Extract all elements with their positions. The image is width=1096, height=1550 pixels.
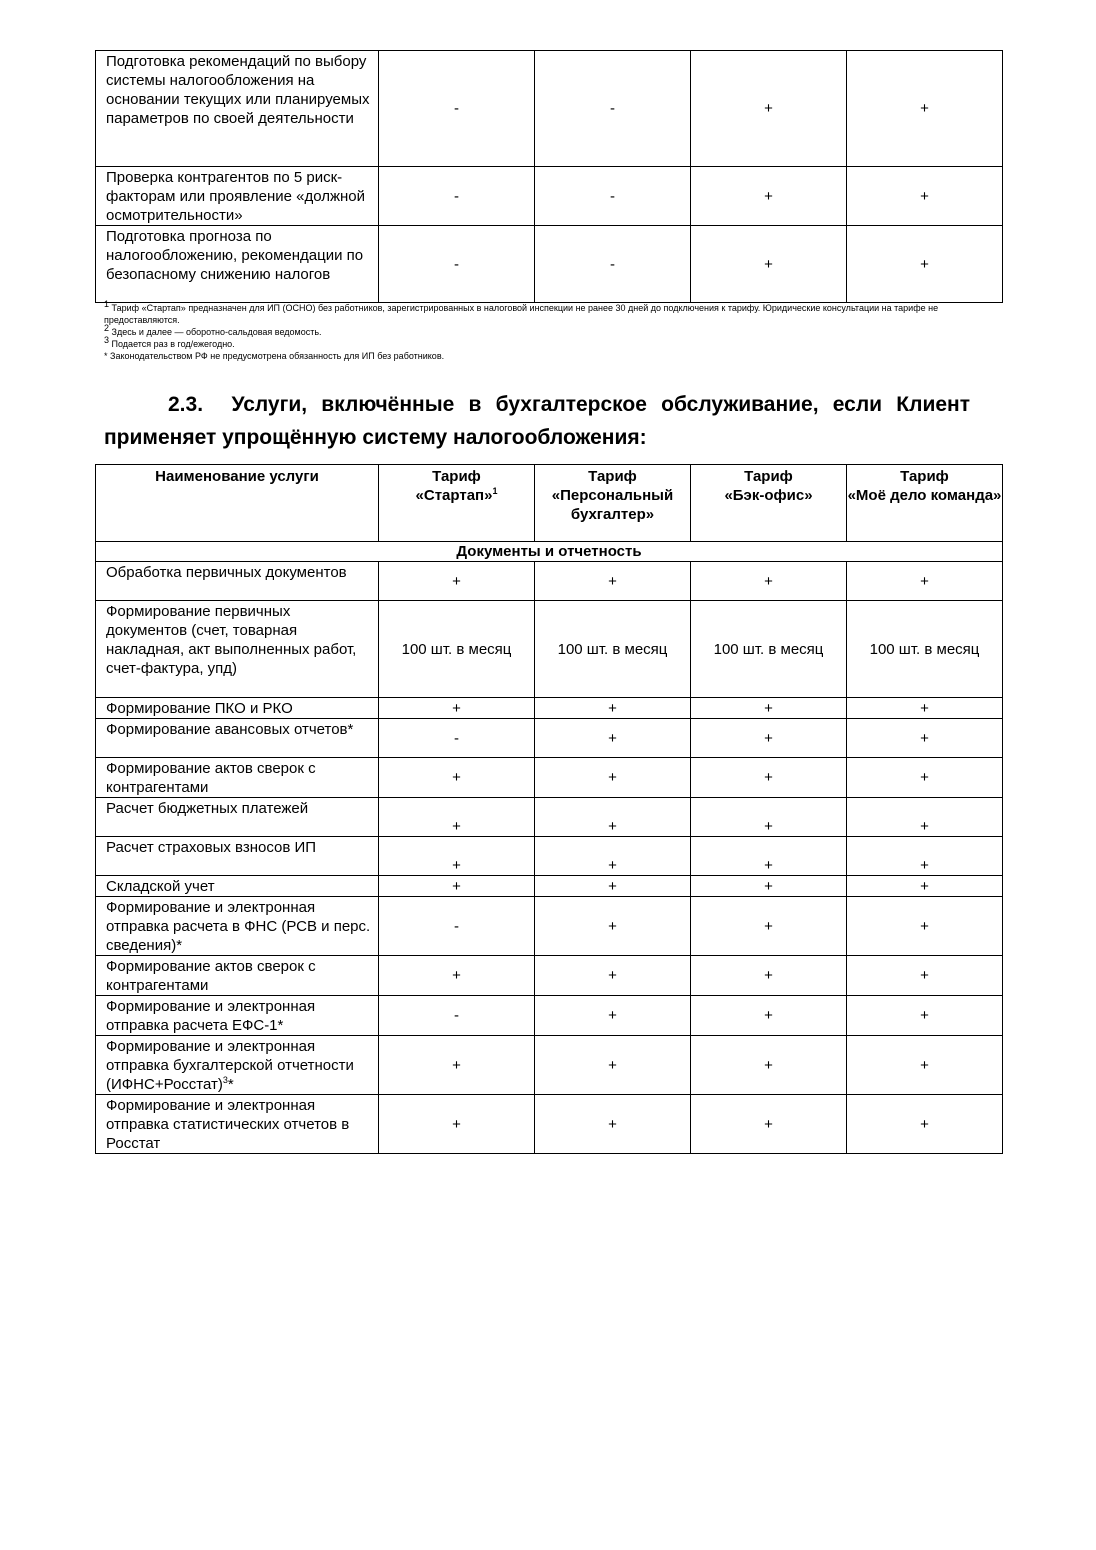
tariff-word: Тариф bbox=[588, 468, 637, 485]
table-row bbox=[96, 601, 1003, 698]
table-row bbox=[96, 876, 1003, 897]
table-row bbox=[96, 837, 1003, 876]
service-name: Формирование первичных документов (счет, товарная накладная, акт выполненных работ, счет-фактура, упд) bbox=[96, 601, 379, 698]
tariff-value: + bbox=[691, 51, 847, 167]
asterisk-mark: * bbox=[227, 1076, 234, 1093]
tariff-title: «Стартап» bbox=[415, 487, 493, 504]
service-name: Формирование и электронная отправка статистических отчетов в Росстат bbox=[96, 1095, 379, 1154]
tariff-value: 100 шт. в месяц bbox=[379, 601, 535, 698]
table-row bbox=[96, 698, 1003, 719]
service-name: Подготовка рекомендаций по выбору системы налогообложения на основании текущих или планируемых параметров по своей деятельности bbox=[96, 51, 379, 167]
footnote-mark: 2 bbox=[104, 323, 110, 333]
tariff-value: - bbox=[535, 51, 691, 167]
tariff-value: + bbox=[847, 562, 1003, 601]
tariff-value: + bbox=[847, 758, 1003, 798]
tariff-value: + bbox=[691, 562, 847, 601]
tariff-value: - bbox=[379, 719, 535, 758]
service-name bbox=[96, 1036, 379, 1095]
tariff-value: + bbox=[847, 837, 1003, 876]
tariff-value: + bbox=[379, 876, 535, 897]
footnote-text: Подается раз в год/ежегодно. bbox=[111, 339, 235, 349]
footnote-text: Тариф «Стартап» предназначен для ИП (ОСНО) без работников, зарегистрированных в налоговой инспекции не ранее 30 дней до подключения к тарифу. Юридические консультации на тарифе не предоставляются. bbox=[104, 303, 939, 325]
tariff-value: + bbox=[535, 562, 691, 601]
tariff-value: + bbox=[535, 876, 691, 897]
service-name: Обработка первичных документов bbox=[96, 562, 379, 601]
tariff-value: - bbox=[379, 996, 535, 1036]
table-row bbox=[96, 996, 1003, 1036]
tariff-value: + bbox=[691, 956, 847, 996]
tariff-value: + bbox=[379, 1095, 535, 1154]
service-name-text: Формирование и электронная отправка бухгалтерской отчетности (ИФНС+Росстат) bbox=[106, 1038, 354, 1093]
tariff-value: + bbox=[847, 798, 1003, 837]
table-row bbox=[96, 1095, 1003, 1154]
tariff-value: + bbox=[379, 758, 535, 798]
service-name: Формирование актов сверок с контрагентами bbox=[96, 956, 379, 996]
service-name: Формирование ПКО и РКО bbox=[96, 698, 379, 719]
service-name: Расчет бюджетных платежей bbox=[96, 798, 379, 837]
table-row bbox=[96, 897, 1003, 956]
tariff-title: «Бэк-офис» bbox=[724, 487, 813, 504]
column-header-personal-accountant bbox=[535, 465, 691, 542]
service-name: Проверка контрагентов по 5 риск-факторам или проявление «должной осмотрительности» bbox=[96, 167, 379, 226]
tariff-word: Тариф bbox=[432, 468, 481, 485]
tariff-value: - bbox=[379, 897, 535, 956]
tariff-value: + bbox=[691, 758, 847, 798]
table-row bbox=[96, 51, 1003, 167]
tariff-title: «Персональный бухгалтер» bbox=[551, 487, 674, 523]
tariff-value: 100 шт. в месяц bbox=[535, 601, 691, 698]
column-header-back-office bbox=[691, 465, 847, 542]
table-row bbox=[96, 1036, 1003, 1095]
tariff-value: + bbox=[535, 897, 691, 956]
tariff-value: + bbox=[847, 876, 1003, 897]
footnote-2 bbox=[104, 323, 984, 338]
services-table-continued bbox=[95, 50, 1003, 303]
tariff-value: + bbox=[535, 758, 691, 798]
service-name: Формирование и электронная отправка расчета в ФНС (РСВ и перс. сведения)* bbox=[96, 897, 379, 956]
tariff-value: + bbox=[691, 226, 847, 303]
service-name: Формирование авансовых отчетов* bbox=[96, 719, 379, 758]
tariff-name bbox=[379, 486, 534, 505]
tariff-value: + bbox=[691, 996, 847, 1036]
tariff-value: + bbox=[847, 226, 1003, 303]
tariff-value: + bbox=[379, 837, 535, 876]
tariff-value: + bbox=[379, 956, 535, 996]
tariff-value: + bbox=[847, 996, 1003, 1036]
section-number: 2.3. bbox=[168, 393, 204, 416]
tariff-value: - bbox=[535, 167, 691, 226]
footnotes bbox=[104, 299, 984, 362]
tariff-title: «Моё дело команда» bbox=[847, 487, 1002, 504]
table-row bbox=[96, 956, 1003, 996]
footnote-mark: 1 bbox=[492, 486, 498, 496]
tariff-value: + bbox=[691, 837, 847, 876]
section-heading bbox=[104, 388, 970, 454]
tariff-value: + bbox=[535, 837, 691, 876]
tariff-value: 100 шт. в месяц bbox=[847, 601, 1003, 698]
tariff-value: + bbox=[691, 798, 847, 837]
tariff-word: Тариф bbox=[900, 468, 949, 485]
table-row bbox=[96, 758, 1003, 798]
column-header-service: Наименование услуги bbox=[96, 465, 379, 542]
tariff-value: - bbox=[379, 167, 535, 226]
tariff-value: + bbox=[847, 51, 1003, 167]
section-title: Услуги, включённые в бухгалтерское обслуживание, если Клиент применяет упрощённую систему налогообложения: bbox=[104, 393, 971, 449]
tariff-word: Тариф bbox=[744, 468, 793, 485]
table-row bbox=[96, 562, 1003, 601]
footnote-4: * Законодательством РФ не предусмотрена обязанность для ИП без работников. bbox=[104, 351, 445, 361]
table-row bbox=[96, 798, 1003, 837]
tariff-value: + bbox=[847, 719, 1003, 758]
tariff-value: + bbox=[535, 698, 691, 719]
table-row bbox=[96, 167, 1003, 226]
tariff-value: 100 шт. в месяц bbox=[691, 601, 847, 698]
service-name: Формирование актов сверок с контрагентами bbox=[96, 758, 379, 798]
tariff-value: + bbox=[691, 1036, 847, 1095]
tariff-value: + bbox=[535, 1095, 691, 1154]
footnote-mark: 3 bbox=[104, 335, 110, 345]
column-header-team bbox=[847, 465, 1003, 542]
tariff-value: + bbox=[691, 167, 847, 226]
tariff-value: + bbox=[847, 1095, 1003, 1154]
table-row bbox=[96, 226, 1003, 303]
service-name: Подготовка прогноза по налогообложению, рекомендации по безопасному снижению налогов bbox=[96, 226, 379, 303]
tariff-value: - bbox=[535, 226, 691, 303]
tariff-value: - bbox=[379, 226, 535, 303]
column-header-startup bbox=[379, 465, 535, 542]
service-name: Расчет страховых взносов ИП bbox=[96, 837, 379, 876]
tariff-value: + bbox=[691, 698, 847, 719]
footnote-mark: 1 bbox=[104, 299, 110, 309]
service-name: Формирование и электронная отправка расчета ЕФС-1* bbox=[96, 996, 379, 1036]
tariff-value: + bbox=[691, 897, 847, 956]
tariff-value: + bbox=[535, 719, 691, 758]
tariff-value: + bbox=[847, 897, 1003, 956]
tariff-value: + bbox=[847, 1036, 1003, 1095]
service-name: Складской учет bbox=[96, 876, 379, 897]
tariff-value: + bbox=[691, 1095, 847, 1154]
tariff-value: + bbox=[379, 698, 535, 719]
tariff-value: + bbox=[379, 798, 535, 837]
footnote-1 bbox=[104, 299, 984, 326]
tariff-value: + bbox=[535, 996, 691, 1036]
footnote-mark: 3 bbox=[222, 1075, 228, 1085]
tariff-value: - bbox=[379, 51, 535, 167]
table-row bbox=[96, 719, 1003, 758]
tariff-value: + bbox=[847, 698, 1003, 719]
table-header-row bbox=[96, 465, 1003, 542]
tariff-value: + bbox=[535, 798, 691, 837]
tariff-value: + bbox=[535, 956, 691, 996]
tariff-value: + bbox=[379, 1036, 535, 1095]
tariff-value: + bbox=[847, 956, 1003, 996]
section-row bbox=[96, 542, 1003, 562]
services-table-usn bbox=[95, 464, 1003, 1154]
tariff-value: + bbox=[535, 1036, 691, 1095]
tariff-value: + bbox=[847, 167, 1003, 226]
tariff-value: + bbox=[691, 719, 847, 758]
tariff-value: + bbox=[379, 562, 535, 601]
footnote-text: Здесь и далее — оборотно-сальдовая ведомость. bbox=[111, 327, 322, 337]
section-title-documents: Документы и отчетность bbox=[96, 542, 1003, 562]
tariff-value: + bbox=[691, 876, 847, 897]
footnote-3 bbox=[104, 335, 984, 350]
